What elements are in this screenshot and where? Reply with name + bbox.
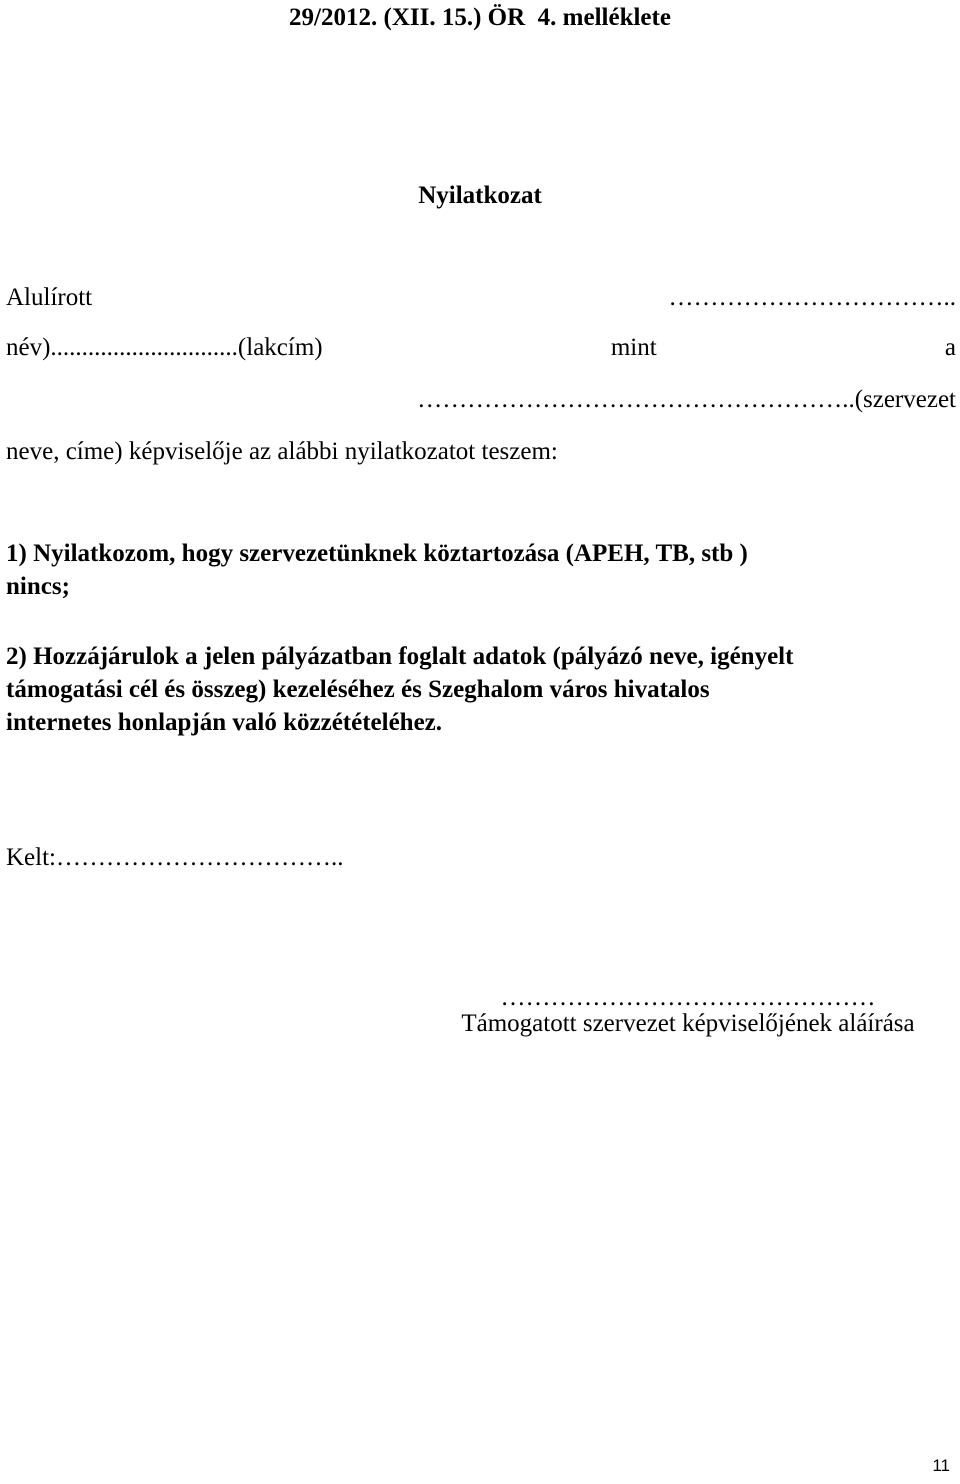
- statement-2-line-3: internetes honlapján való közzétételéhez.: [6, 709, 443, 736]
- intro-mint: mint: [610, 334, 657, 361]
- statement-2-line-2: támogatási cél és összeg) kezeléséhez és Szeghalom város hivatalos: [6, 676, 710, 703]
- name-blank-dots: ……………………………..: [668, 284, 956, 311]
- page-title: Nyilatkozat: [418, 182, 542, 209]
- organization-blank-dots: ……………………………………………..(szervezet: [417, 386, 956, 413]
- intro-name-address: név)..............................(lakcím): [6, 334, 323, 361]
- intro-alulirott: Alulírott: [6, 284, 93, 311]
- intro-line-3: [6, 386, 956, 414]
- intro-line-4: neve, címe) képviselője az alábbi nyilatkozatot teszem:: [6, 438, 558, 465]
- signature-dots: ………………………………………: [500, 984, 876, 1011]
- signature-label: Támogatott szervezet képviselőjének aláírása: [461, 1010, 915, 1037]
- intro-a: a: [944, 334, 956, 361]
- statement-1-line-2: nincs;: [6, 573, 70, 600]
- intro-line-1: [6, 284, 956, 312]
- page-number: 11: [932, 1456, 950, 1475]
- intro-line-2: [6, 334, 956, 362]
- document-header: 29/2012. (XII. 15.) ÖR 4. melléklete: [289, 4, 671, 31]
- statement-1-line-1: 1) Nyilatkozom, hogy szervezetünknek köztartozása (APEH, TB, stb ): [6, 540, 748, 567]
- statement-2-line-1: 2) Hozzájárulok a jelen pályázatban foglalt adatok (pályázó neve, igényelt: [6, 643, 794, 670]
- date-line: Kelt:……………………………..: [6, 844, 344, 871]
